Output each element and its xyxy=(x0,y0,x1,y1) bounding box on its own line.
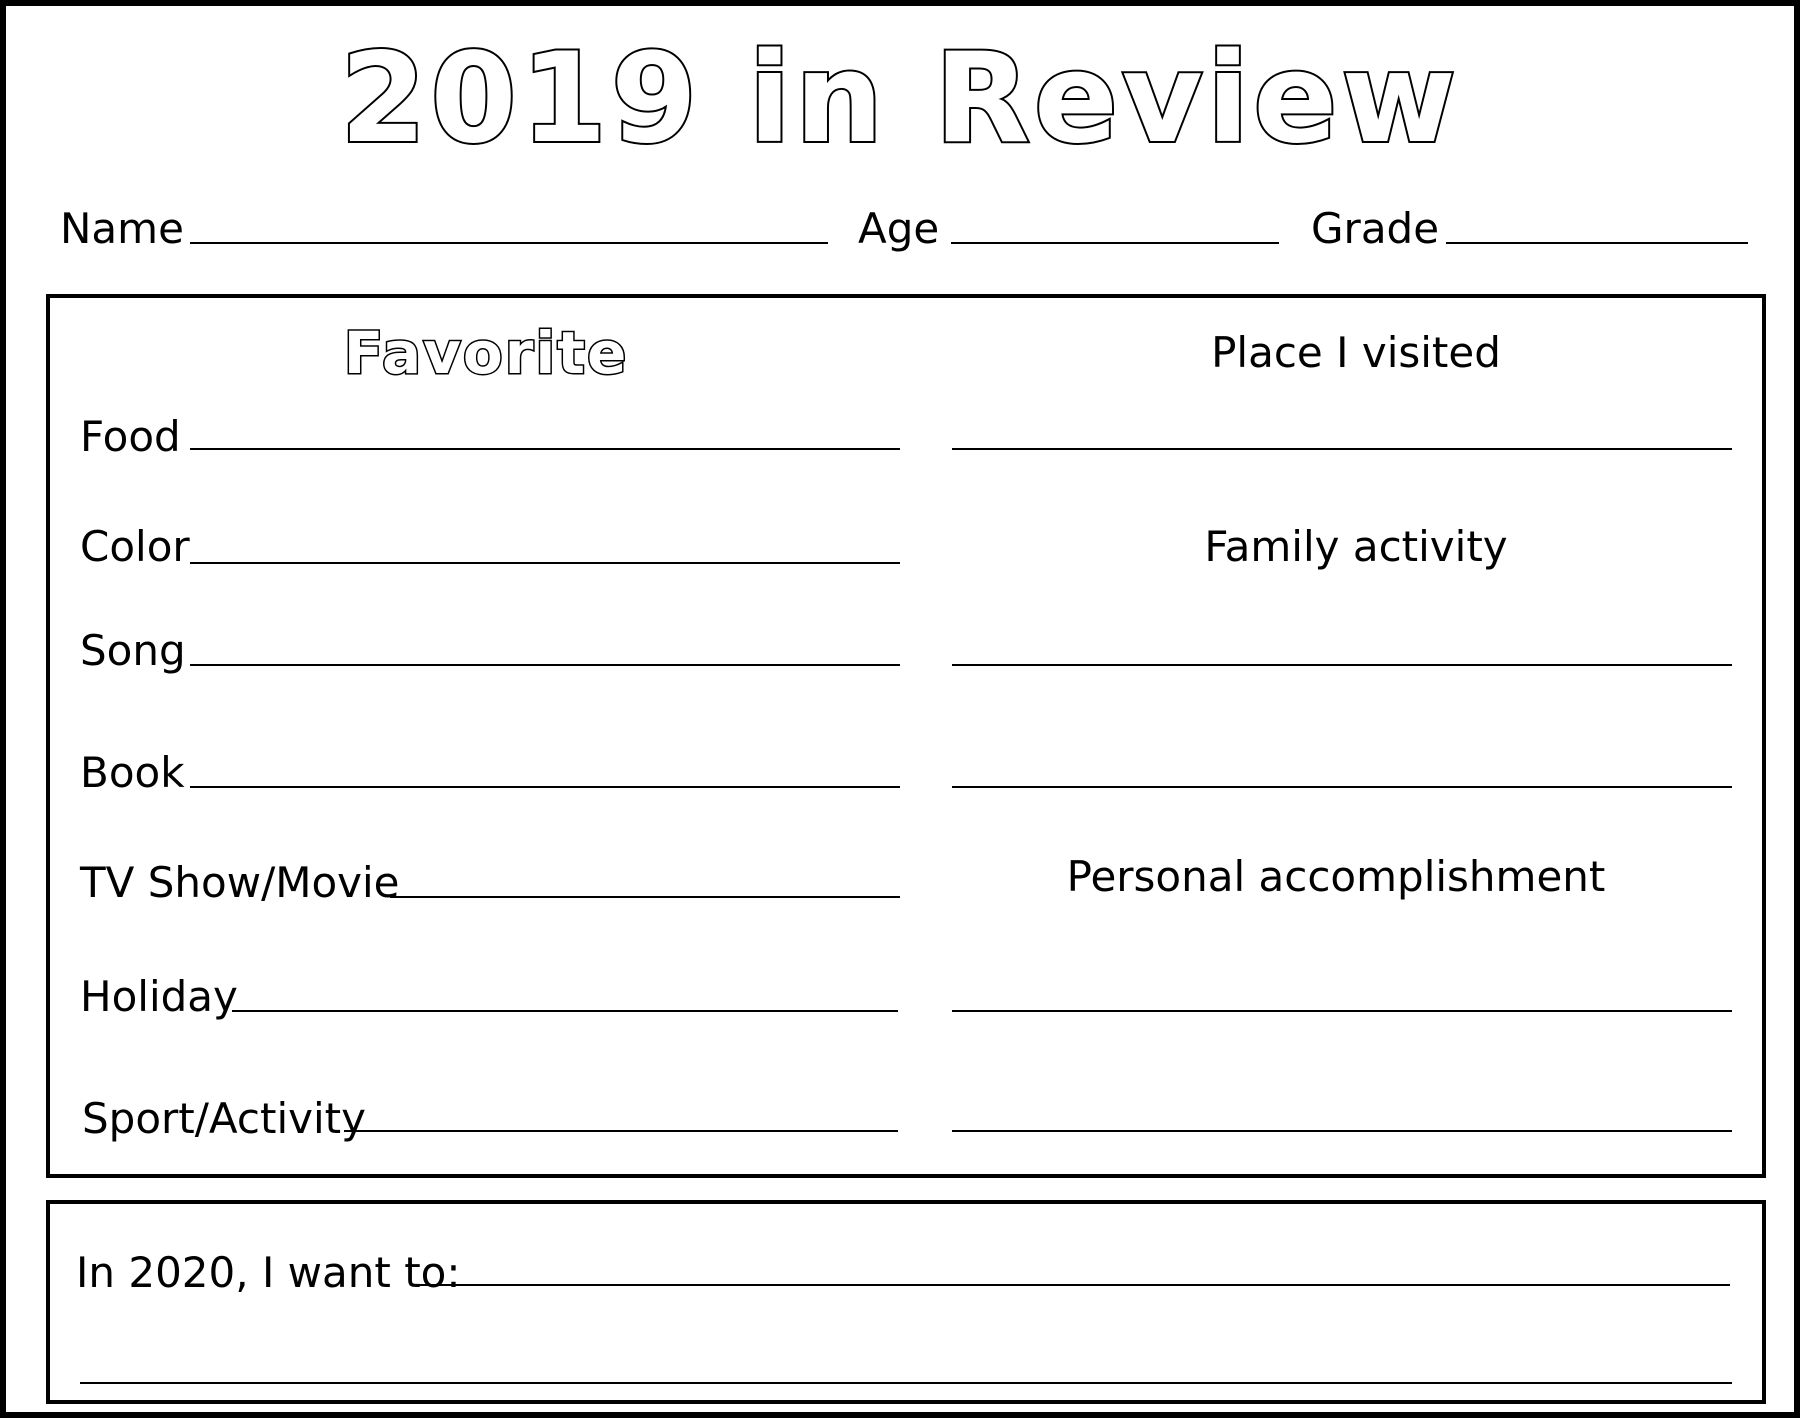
place-visited-field[interactable] xyxy=(952,448,1732,450)
favorite-sport-field[interactable] xyxy=(344,1130,898,1132)
age-field[interactable] xyxy=(951,242,1279,244)
favorite-color-field[interactable] xyxy=(190,562,900,564)
favorite-food-label: Food xyxy=(80,412,181,461)
age-label: Age xyxy=(858,204,940,253)
goals-field-2[interactable] xyxy=(80,1382,1732,1384)
family-activity-field-1[interactable] xyxy=(952,664,1732,666)
accomplishment-field-1[interactable] xyxy=(952,1010,1732,1012)
grade-label: Grade xyxy=(1311,204,1440,253)
favorite-food-field[interactable] xyxy=(190,448,900,450)
name-field[interactable] xyxy=(190,242,828,244)
accomplishment-field-2[interactable] xyxy=(952,1130,1732,1132)
goals-label: In 2020, I want to: xyxy=(76,1248,461,1297)
place-visited-label: Place I visited xyxy=(1211,328,1501,377)
favorite-heading: Favorite xyxy=(343,319,629,387)
favorite-book-field[interactable] xyxy=(190,786,900,788)
favorite-tv-movie-field[interactable] xyxy=(390,896,900,898)
family-activity-label: Family activity xyxy=(1204,522,1508,571)
page-title: 2019 in Review xyxy=(340,27,1460,171)
favorite-sport-label: Sport/Activity xyxy=(82,1094,366,1143)
favorite-holiday-label: Holiday xyxy=(80,972,238,1021)
favorite-book-label: Book xyxy=(80,748,185,797)
grade-field[interactable] xyxy=(1446,242,1748,244)
favorite-holiday-field[interactable] xyxy=(232,1010,898,1012)
goals-box xyxy=(46,1200,1766,1404)
favorite-song-label: Song xyxy=(80,626,186,675)
favorite-tv-movie-label: TV Show/Movie xyxy=(80,858,400,907)
name-label: Name xyxy=(60,204,184,253)
family-activity-field-2[interactable] xyxy=(952,786,1732,788)
favorite-color-label: Color xyxy=(80,522,190,571)
favorites-box xyxy=(46,294,1766,1178)
goals-field-1[interactable] xyxy=(418,1284,1730,1286)
personal-accomplishment-label: Personal accomplishment xyxy=(1066,852,1606,901)
favorite-song-field[interactable] xyxy=(190,664,900,666)
